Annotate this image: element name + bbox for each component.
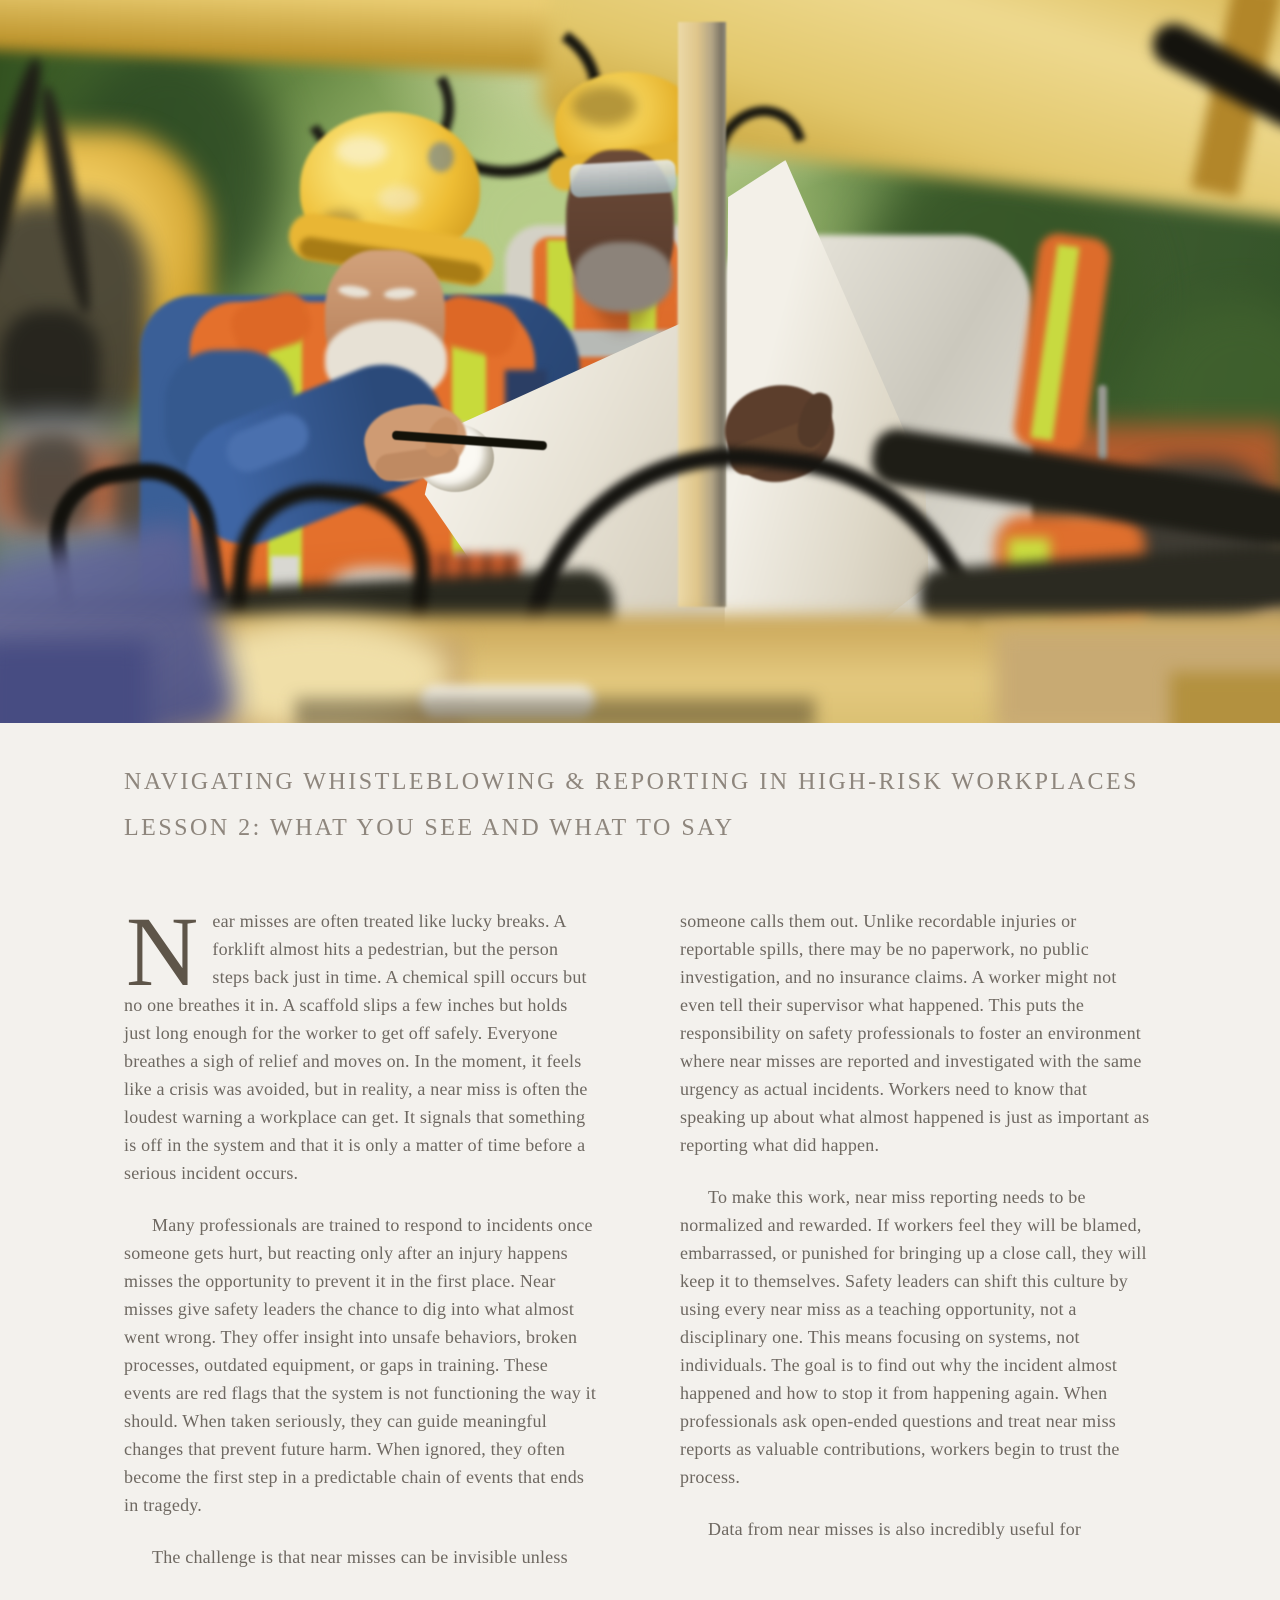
hard-hat-paint-mark	[378, 186, 420, 212]
hard-hat-reflection	[428, 142, 454, 172]
paragraph: Data from near misses is also incredibly useful for	[708, 1519, 1082, 1539]
worker-right-beard	[574, 242, 672, 312]
excavator-shadow	[295, 698, 815, 723]
right-column	[680, 907, 1154, 1595]
paragraph-text: ear misses are often treated like lucky breaks. A forklift almost hits a pedestrian, but the person steps back just in time. A chemical spill occurs but no one breathes it in. A scaffold slips a few inches but holds just long enough for the worker to get off safely. Everyone breathes a sigh of relief and moves on. In the moment, it feels like a crisis was avoided, but in reality, a near miss is often the loudest warning a workplace can get. It signals that something is off in the system and that it is only a matter of time before a serious incident occurs.	[124, 911, 588, 1183]
machine-hook-blur	[0, 310, 100, 430]
left-column	[124, 896, 598, 1595]
hero-photo	[0, 0, 1280, 723]
paragraph: Many professionals are trained to respond to incidents once someone gets hurt, but reacting only after an injury happens misses the opportunity to prevent it in the first place. Near misses give safety leaders the chance to dig into what almost went wrong. They offer insight into unsafe behaviors, broken processes, outdated equipment, or gaps in training. These events are red flags that the system is not functioning the way it should. When taken seriously, they can guide meaningful changes that prevent future harm. When ignored, they often become the first step in a predictable chain of events that ends in tragedy.	[124, 1215, 597, 1515]
survey-stake	[1098, 385, 1107, 460]
hard-hat-paint-mark	[336, 136, 388, 166]
lesson-subtitle: LESSON 2: WHAT YOU SEE AND WHAT TO SAY	[124, 815, 735, 841]
blue-machine-corner-blur	[0, 640, 150, 723]
worker-right-safety-glasses	[569, 159, 677, 198]
paragraph: someone calls them out. Unlike recordable injuries or reportable spills, there may be no paperwork, no public investigation, and no insurance claims. A worker might not even tell their supervisor what happened. This puts the responsibility on safety professionals to foster an environment where near misses are reported and investigated with the same urgency as actual incidents. Workers need to know that speaking up about what almost happened is just as important as reporting what did happen.	[680, 911, 1150, 1155]
drop-cap: N	[126, 896, 199, 1007]
paragraph: The challenge is that near misses can be invisible unless	[152, 1547, 568, 1567]
course-title: NAVIGATING WHISTLEBLOWING & REPORTING IN HIGH-RISK WORKPLACES	[124, 769, 1140, 795]
article-columns	[124, 896, 1280, 1595]
paragraph: To make this work, near miss reporting needs to be normalized and rewarded. If workers feel they will be blamed, embarrassed, or punished for bringing up a close call, they will keep it to themselves. Safety leaders can shift this culture by using every near miss as a teaching opportunity, not a disciplinary one. This means focusing on systems, not individuals. The goal is to find out why the incident almost happened and how to stop it from happening again. When professionals ask open-ended questions and treat near miss reports as valuable contributions, workers begin to trust the process.	[680, 1187, 1147, 1487]
paragraph	[124, 896, 598, 1187]
lesson-content	[0, 723, 1280, 1595]
machine-shadow-right	[1170, 672, 1280, 723]
hard-hat-smudge	[572, 86, 636, 126]
